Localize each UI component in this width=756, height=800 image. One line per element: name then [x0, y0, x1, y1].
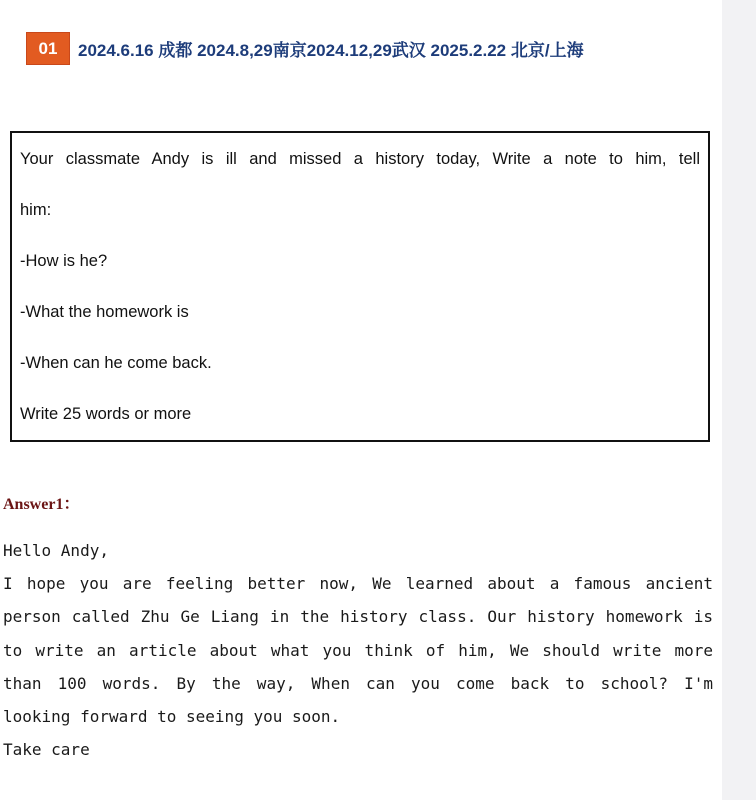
writing-prompt-box	[10, 131, 710, 442]
prompt-bullet-how-is-he: -How is he?	[20, 252, 108, 270]
exam-dates-locations: 2024.6.16 成都 2024.8,29南京2024.12,29武汉 2025.2.22 北京/上海	[78, 41, 584, 60]
answer-line-2: person called Zhu Ge Liang in the history class. Our history homework is	[3, 607, 713, 627]
answer-label: Answer1：	[3, 496, 80, 513]
answer-line-4: than 100 words. By the way, When can you come back to school? I'm	[3, 673, 713, 693]
page-edge-shade	[722, 0, 756, 800]
prompt-instruction-continued: him:	[20, 201, 52, 219]
answer-greeting: Hello Andy,	[3, 541, 109, 560]
prompt-bullet-homework: -What the homework is	[20, 303, 189, 321]
answer-essay	[3, 534, 713, 766]
answer-line-5: looking forward to seeing you soon.	[3, 706, 341, 726]
prompt-bullet-come-back: -When can he come back.	[20, 354, 212, 372]
answer-line-3: to write an article about what you think of him, We should write more	[3, 640, 713, 660]
answer-closing: Take care	[3, 740, 90, 760]
prompt-word-requirement: Write 25 words or more	[20, 405, 192, 423]
answer-line-1: I hope you are feeling better now, We learned about a famous ancient	[3, 574, 713, 594]
question-number-badge: 01	[26, 32, 70, 65]
question-header	[26, 32, 584, 65]
prompt-instruction: Your classmate Andy is ill and missed a history today, Write a note to him, tell	[20, 150, 700, 168]
